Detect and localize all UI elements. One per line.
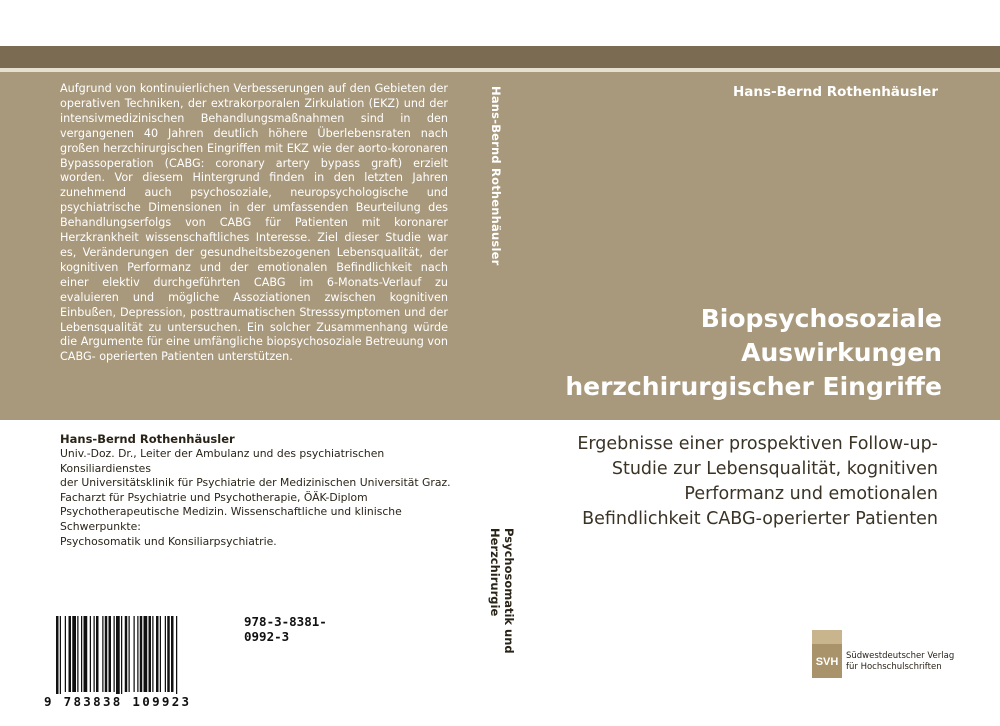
barcode-bar: [114, 616, 115, 692]
title-line: Auswirkungen: [741, 338, 942, 367]
barcode-bar: [105, 616, 108, 692]
isbn-number: 978-3-8381-0992-3: [244, 614, 327, 644]
barcode-bar: [160, 616, 161, 692]
barcode-bar: [94, 616, 95, 692]
barcode-bar: [56, 616, 59, 700]
barcode-bar: [65, 616, 66, 692]
spine-author: Hans-Bernd Rothenhäusler: [489, 86, 503, 266]
barcode-bar: [121, 616, 122, 700]
barcode-bar: [81, 616, 82, 692]
title-line: herzchirurgischer Eingriffe: [565, 372, 942, 401]
back-cover-blurb: Aufgrund von kontinuierlichen Verbesserungen auf den Gebieten der operativen Techniken, der extrakorporalen Zirkulation (EKZ) und der intensivmedizinischen Behandlungsmaßnahmen sind in den vergangenen 40 Jahren deutlich höhere Überlebensraten nach großen herzchirurgischen Eingriffen mit EKZ wie der aorto-koronaren Bypassoperation (CABG: coronary artery bypass graft) erzielt worden. Vor diesem Hintergrund finden in den letzten Jahren zunehmend auch psychosoziale, neuropsychologische und psychiatrische Dimensionen in der umfassenden Beurteilung des Behandlungserfolgs von CABG für Patienten mit koronarer Herzkrankheit wissenschaftliches Interesse. Ziel dieser Studie war es, Veränderungen der gesundheitsbezogenen Lebensqualität, der kognitiven Performanz und der emotionalen Befindlichkeit nach einer elektiv durchgeführten CABG im 6-Monats-Verlauf zu evaluieren und mögliche Assoziationen zwischen kognitiven Einbußen, Depression, posttraumatischen Stresssymptomen und der Lebensqualität zu untersuchen. Ein solcher Zusammenhang würde die Argumente für eine umfängliche biopsychosoziale Betreuung von CABG- operierten Patienten unterstützen.: [60, 82, 448, 364]
barcode-icon: [44, 610, 214, 700]
barcode-bar: [149, 616, 152, 692]
book-title: [522, 302, 942, 404]
front-author: Hans-Bernd Rothenhäusler: [732, 84, 938, 100]
publisher-logo-text: SVH: [815, 656, 839, 668]
barcode-bar: [167, 616, 170, 692]
title-line: Biopsychosoziale: [700, 304, 942, 333]
barcode-bar: [116, 616, 120, 700]
barcode-bar: [176, 616, 177, 700]
barcode-bar: [125, 616, 128, 692]
barcode-bar: [60, 616, 61, 700]
barcode-bar: [156, 616, 159, 692]
barcode-bar: [102, 616, 103, 692]
barcode-bar: [84, 616, 88, 692]
spine-title: Psychosomatik und Herzchirurgie: [488, 528, 516, 654]
barcode-bar: [134, 616, 135, 692]
top-band: [0, 46, 1000, 68]
svh-logo-icon: [812, 630, 842, 678]
barcode-bar: [77, 616, 78, 692]
barcode-bar: [69, 616, 72, 692]
barcode-bar: [109, 616, 112, 692]
publisher-mark: [812, 630, 982, 680]
author-bio-name: Hans-Bernd Rothenhäusler: [60, 432, 235, 446]
barcode-bar: [137, 616, 138, 692]
isbn-barcode: [44, 610, 344, 716]
book-subtitle: Ergebnisse einer prospektiven Follow-up- Studie zur Lebensqualität, kognitiven Performanz und emotionalen Befindlichkeit CABG-operierter Patienten: [577, 434, 938, 529]
barcode-digits: 9 783838 109923: [44, 694, 212, 709]
publisher-name: Südwestdeutscher Verlag für Hochschulschriften: [846, 651, 955, 672]
barcode-bar: [96, 616, 99, 692]
author-bio: Univ.-Doz. Dr., Leiter der Ambulanz und des psychiatrischen Konsiliardienstes der Universitätsklinik für Psychiatrie der Medizinischen Universität Graz. Facharzt für Psychiatrie und Psychotherapie, ÖÄK-Diplom Psychotherapeutische Medizin. Wissenschaftliche und klinische Schwerpunkte: Psychosomatik und Konsiliarpsychiatrie.: [60, 447, 451, 548]
barcode-bar: [152, 616, 153, 692]
barcode-bar: [140, 616, 143, 692]
barcode-bar: [72, 616, 76, 692]
barcode-bar: [144, 616, 148, 692]
barcode-bar: [165, 616, 166, 692]
barcode-bar: [129, 616, 130, 692]
barcode-bar: [90, 616, 91, 692]
barcode-bar: [171, 616, 174, 692]
